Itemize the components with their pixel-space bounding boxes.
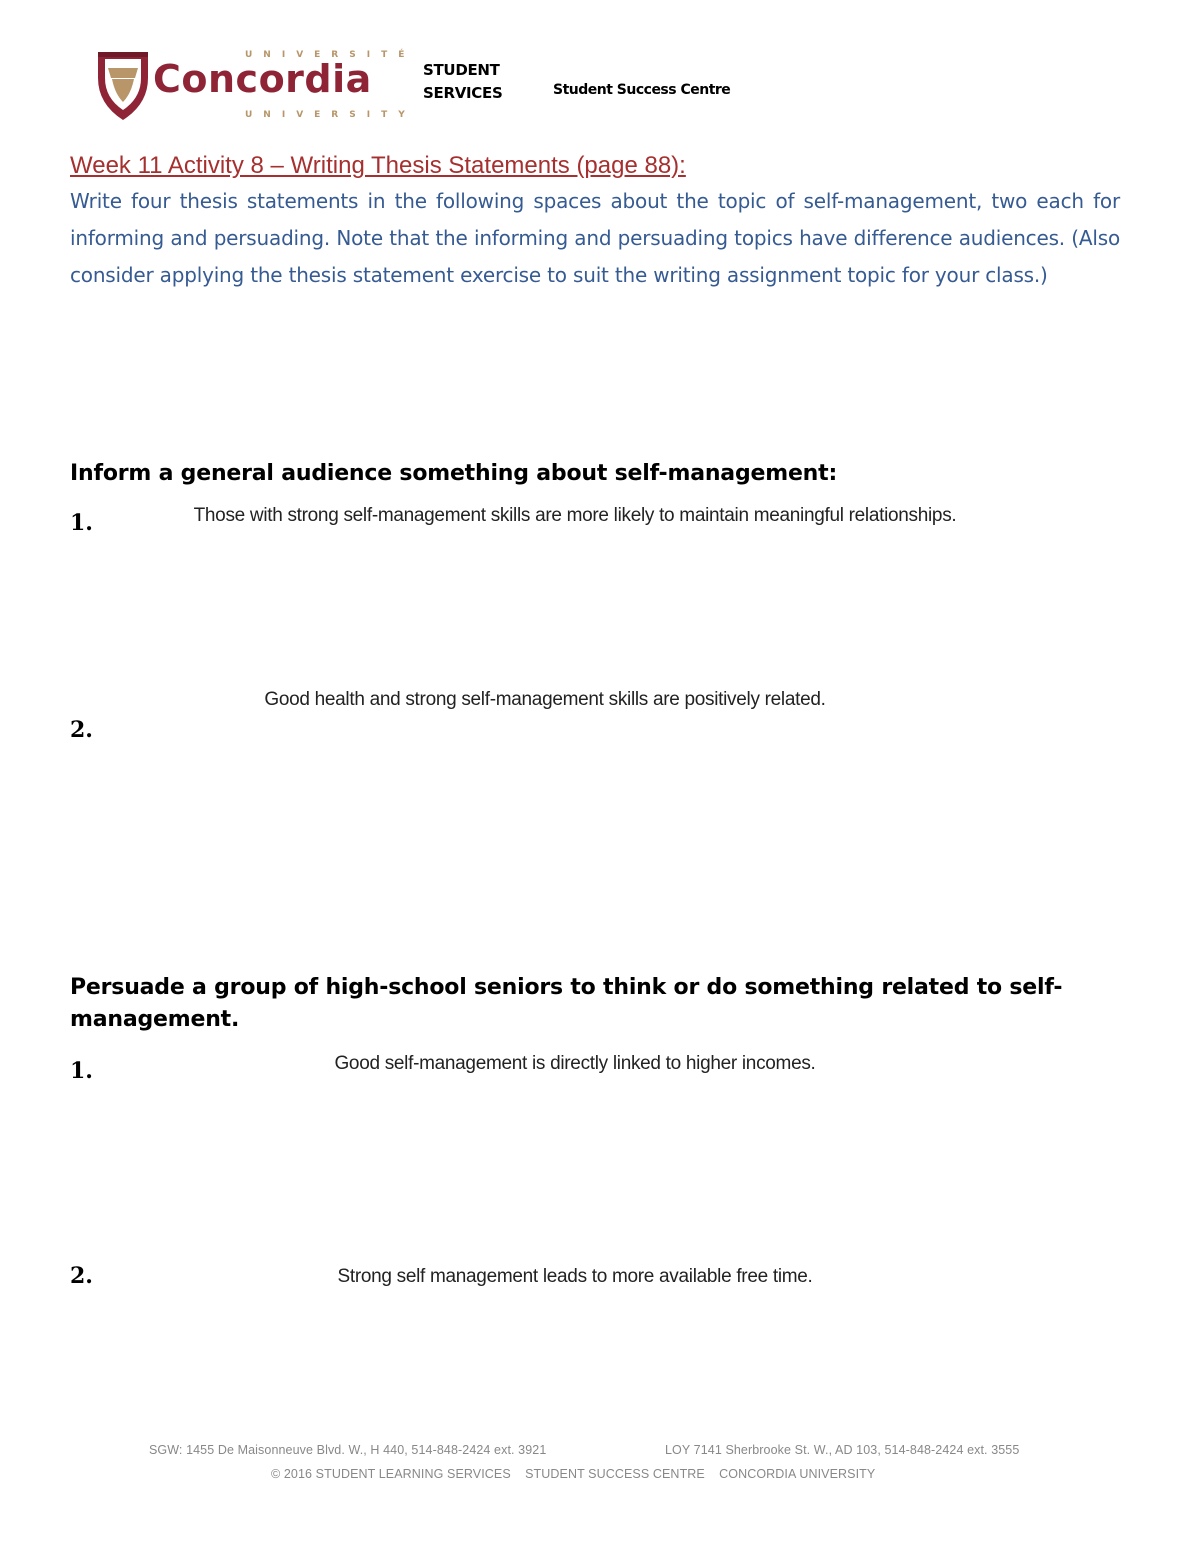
concordia-crest-icon: [95, 48, 151, 124]
inform-item-2-number: 2.: [70, 717, 93, 743]
persuade-item-2-answer: Strong self management leads to more available free time.: [337, 1266, 813, 1287]
concordia-logo: [95, 48, 416, 124]
footer-loy-address: LOY 7141 Sherbrooke St. W., AD 103, 514-848-2424 ext. 3555: [665, 1443, 1020, 1457]
persuade-item-1-answer: Good self-management is directly linked to higher incomes.: [334, 1053, 816, 1074]
services-line-1: STUDENT: [423, 61, 500, 79]
persuade-item-1-number: 1.: [70, 1058, 93, 1084]
persuade-heading: Persuade a group of high-school seniors to think or do something related to self-management.: [70, 975, 1063, 1032]
inform-heading: Inform a general audience something about self-management:: [70, 461, 838, 486]
logo-bottom-text: UNIVERSITY: [245, 110, 416, 120]
inform-item-2-answer: Good health and strong self-management skills are positively related.: [264, 689, 826, 710]
footer-copyright: © 2016 STUDENT LEARNING SERVICES STUDENT SUCCESS CENTRE CONCORDIA UNIVERSITY: [271, 1467, 876, 1481]
student-services-label: [423, 59, 502, 105]
footer-sgw-address: SGW: 1455 De Maisonneuve Blvd. W., H 440, 514-848-2424 ext. 3921: [149, 1443, 547, 1457]
inform-item-1-number: 1.: [70, 510, 93, 536]
persuade-item-2-number: 2.: [70, 1263, 93, 1289]
logo-wordmark: Concordia: [153, 57, 372, 101]
services-line-2: SERVICES: [423, 84, 503, 102]
instructions-paragraph: Write four thesis statements in the following spaces about the topic of self-management, two each for informing and persuading. Note that the informing and persuading topics have difference audiences. (Also consider applying the thesis statement exercise to suit the writing assignment topic for your class.): [70, 189, 1120, 287]
inform-item-1-answer: Those with strong self-management skills are more likely to maintain meaningful relationships.: [193, 505, 957, 526]
success-centre-label: Student Success Centre: [553, 82, 731, 98]
page-title: Week 11 Activity 8 – Writing Thesis Statements (page 88):: [70, 152, 686, 179]
logo-top-text: UNIVERSITÉ: [245, 50, 416, 60]
